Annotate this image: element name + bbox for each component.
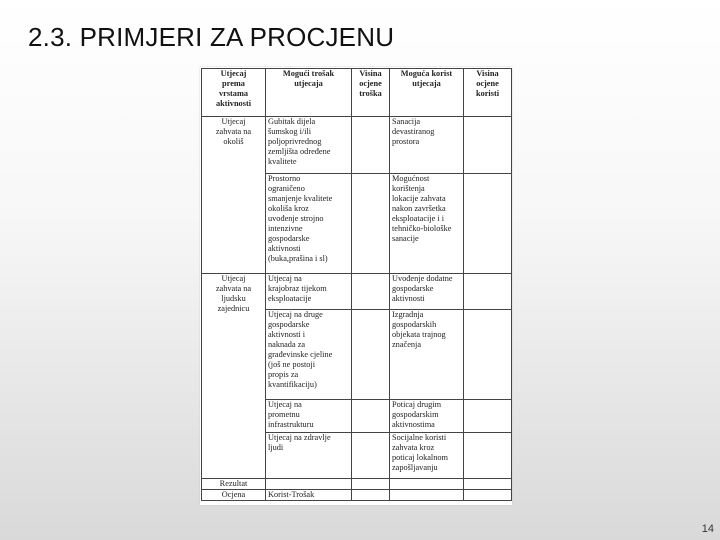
cost-cell: Prostorno ograničeno smanjenje kvalitete okoliša kroz uvođenje strojno intenzivne gospodarske aktivnosti (buka,prašina i sl): [266, 174, 352, 274]
document-table-image: [200, 67, 512, 505]
benefit-score-cell: [464, 174, 512, 274]
cost-score-cell: [352, 433, 390, 479]
result-label: Rezultat: [202, 479, 266, 490]
header-impact-type: Utjecaj prema vrstama aktivnosti: [202, 69, 266, 117]
cost-cell: Gubitak dijela šumskog i/ili poljoprivrednog zemljišta određene kvalitete: [266, 117, 352, 174]
header-possible-cost: Mogući trošak utjecaja: [266, 69, 352, 117]
header-possible-benefit: Moguća korist utjecaja: [390, 69, 464, 117]
cost-cell: Utjecaj na prometnu infrastrukturu: [266, 400, 352, 433]
benefit-score-cell: [464, 117, 512, 174]
benefit-score-cell: [464, 433, 512, 479]
benefit-cell: Izgradnja gospodarskih objekata trajnog značenja: [390, 310, 464, 400]
result-empty-cell: [390, 479, 464, 490]
rating-label: Ocjena: [202, 490, 266, 501]
table-row: [202, 117, 512, 174]
cost-benefit-table: [201, 68, 512, 501]
header-benefit-score: Visina ocjene koristi: [464, 69, 512, 117]
rating-empty-cell: [464, 490, 512, 501]
benefit-cell: Mogućnost korištenja lokacije zahvata nakon završetka eksploatacije i i tehničko-biološke sanacije: [390, 174, 464, 274]
page-number: 14: [701, 523, 714, 535]
cost-score-cell: [352, 117, 390, 174]
cost-cell: Utjecaj na zdravlje ljudi: [266, 433, 352, 479]
result-empty-cell: [464, 479, 512, 490]
benefit-cell: Poticaj drugim gospodarskim aktivnostima: [390, 400, 464, 433]
benefit-score-cell: [464, 274, 512, 310]
benefit-cell: Uvođenje dodatne gospodarske aktivnosti: [390, 274, 464, 310]
rating-empty-cell: [390, 490, 464, 501]
cost-score-cell: [352, 400, 390, 433]
benefit-cell: Socijalne koristi zahvata kroz poticaj lokalnom zapošljavanju: [390, 433, 464, 479]
group-label-community: Utjecaj zahvata na ljudsku zajednicu: [202, 274, 266, 479]
result-row: [202, 479, 512, 490]
rating-empty-cell: [352, 490, 390, 501]
result-empty-cell: [352, 479, 390, 490]
rating-value: Korist-Trošak: [266, 490, 352, 501]
cost-cell: Utjecaj na druge gospodarske aktivnosti i naknada za građevinske cjeline (još ne postoji propis za kvantifikaciju): [266, 310, 352, 400]
header-cost-score: Visina ocjene troška: [352, 69, 390, 117]
table-row: [202, 274, 512, 310]
cost-cell: Utjecaj na krajobraz tijekom eksploatacije: [266, 274, 352, 310]
cost-score-cell: [352, 310, 390, 400]
table-header-row: [202, 69, 512, 117]
benefit-cell: Sanacija devastiranog prostora: [390, 117, 464, 174]
benefit-score-cell: [464, 400, 512, 433]
rating-row: [202, 490, 512, 501]
result-value: [266, 479, 352, 490]
benefit-score-cell: [464, 310, 512, 400]
group-label-environment: Utjecaj zahvata na okoliš: [202, 117, 266, 274]
cost-score-cell: [352, 274, 390, 310]
cost-score-cell: [352, 174, 390, 274]
slide-title: 2.3. PRIMJERI ZA PROCJENU: [28, 22, 395, 52]
